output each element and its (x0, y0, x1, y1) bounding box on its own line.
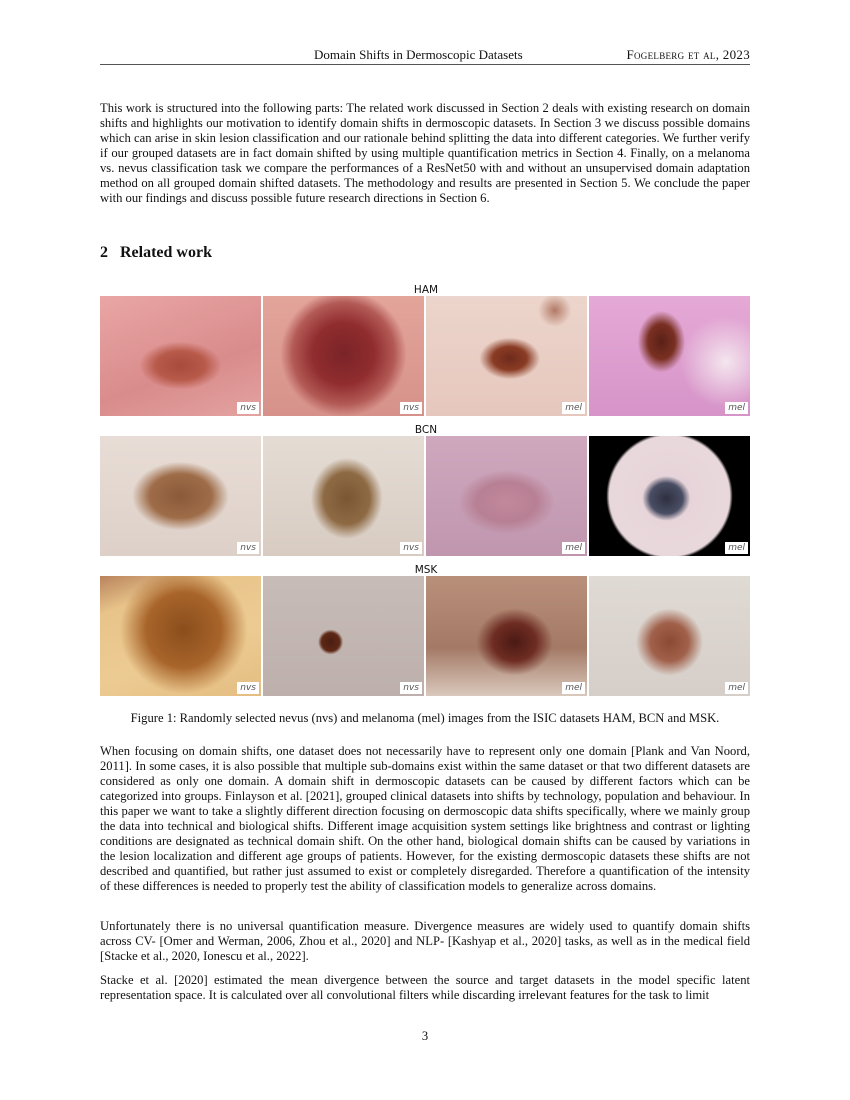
section-number: 2 (100, 244, 108, 261)
image-bcn-4 (589, 436, 750, 556)
intro-paragraph: This work is structured into the following parts: The related work discussed in Section 2 deals with existing research on domain shifts and highlights our motivation to identify domain shifts in dermoscopic datasets. In Section 3 we discuss possible domains which can arise in skin lesion classification and our rationale behind splitting the data into different categories. We further verify if our grouped datasets are in fact domain shifted by using multiple quantification metrics in Section 4. Finally, on a melanoma vs. nevus classification task we compare the performances of a ResNet50 with and without an unsupervised domain adaptation method on all grouped domain shifted datasets. The methodology and results are presented in Section 5. We conclude the paper with our findings and discuss possible future research directions in Section 6. (100, 101, 750, 205)
label-tag: mel (562, 682, 585, 694)
image-ham-3 (426, 296, 587, 416)
image-ham-2 (263, 296, 424, 416)
body-paragraph: Stacke et al. [2020] estimated the mean divergence between the source and target datasets in the model specific latent representation space. It is calculated over all convolutional filters while discarding irrelevant features for the task to limit (100, 973, 750, 1002)
label-tag: nvs (237, 542, 259, 554)
group-label-ham: HAM (413, 284, 439, 296)
figure-caption: Figure 1: Randomly selected nevus (nvs) and melanoma (mel) images from the ISIC datasets HAM, BCN and MSK. (130, 711, 720, 725)
image-ham-4 (589, 296, 750, 416)
group-label-msk: MSK (414, 564, 438, 576)
image-bcn-2 (263, 436, 424, 556)
image-msk-1 (100, 576, 261, 696)
label-tag: mel (562, 402, 585, 414)
body-paragraph: Unfortunately there is no universal quantification measure. Divergence measures are widely used to quantify domain shifts across CV- [Omer and Werman, 2006, Zhou et al., 2020] and NLP- [Kashyap et al., 2020] tasks, as well as in the medical field [Stacke et al., 2020, Ionescu et al., 2022]. (100, 919, 750, 963)
body-paragraph: When focusing on domain shifts, one dataset does not necessarily have to represent only one domain [Plank and Van Noord, 2011]. In some cases, it is also possible that multiple sub-domains exist within the same dataset or that two different datasets are considered as only one domain. A domain shift in dermoscopic datasets can be caused by different factors which can be categorized into groups. Finlayson et al. [2021], grouped clinical datasets into shifts by technology, population and behaviour. In this paper we want to take a slightly different direction focusing on dermoscopic data shifts specifically, where we mainly group the data into technical and biological shifts. Different image acquisition system settings like brightness and contrast or lighting conditions are designated as technical domain shift. On the other hand, biological domain shifts can be caused by variations in the lesion localization and different age groups of patients. However, for the existing dermoscopic datasets these shifts are not described and quantified, but rather just assumed to exist or completely disregarded. Therefore a quantification of the intensity of these differences is needed to properly test the ability of classification models to generalize across domains. (100, 744, 750, 893)
image-msk-4 (589, 576, 750, 696)
group-label-bcn: BCN (414, 424, 438, 436)
label-tag: nvs (400, 542, 422, 554)
label-tag: nvs (400, 682, 422, 694)
label-tag: mel (725, 682, 748, 694)
image-msk-2 (263, 576, 424, 696)
label-tag: nvs (237, 402, 259, 414)
section-title: Related work (120, 244, 212, 261)
page-number: 3 (421, 1029, 429, 1043)
label-tag: mel (725, 402, 748, 414)
running-authors: Fogelberg et al, 2023 (626, 47, 750, 62)
image-bcn-3 (426, 436, 587, 556)
label-tag: nvs (237, 682, 259, 694)
running-title: Domain Shifts in Dermoscopic Datasets (314, 47, 523, 62)
running-header (100, 46, 750, 65)
label-tag: nvs (400, 402, 422, 414)
section-heading (100, 244, 212, 262)
image-bcn-1 (100, 436, 261, 556)
image-ham-1 (100, 296, 261, 416)
image-msk-3 (426, 576, 587, 696)
label-tag: mel (725, 542, 748, 554)
label-tag: mel (562, 542, 585, 554)
